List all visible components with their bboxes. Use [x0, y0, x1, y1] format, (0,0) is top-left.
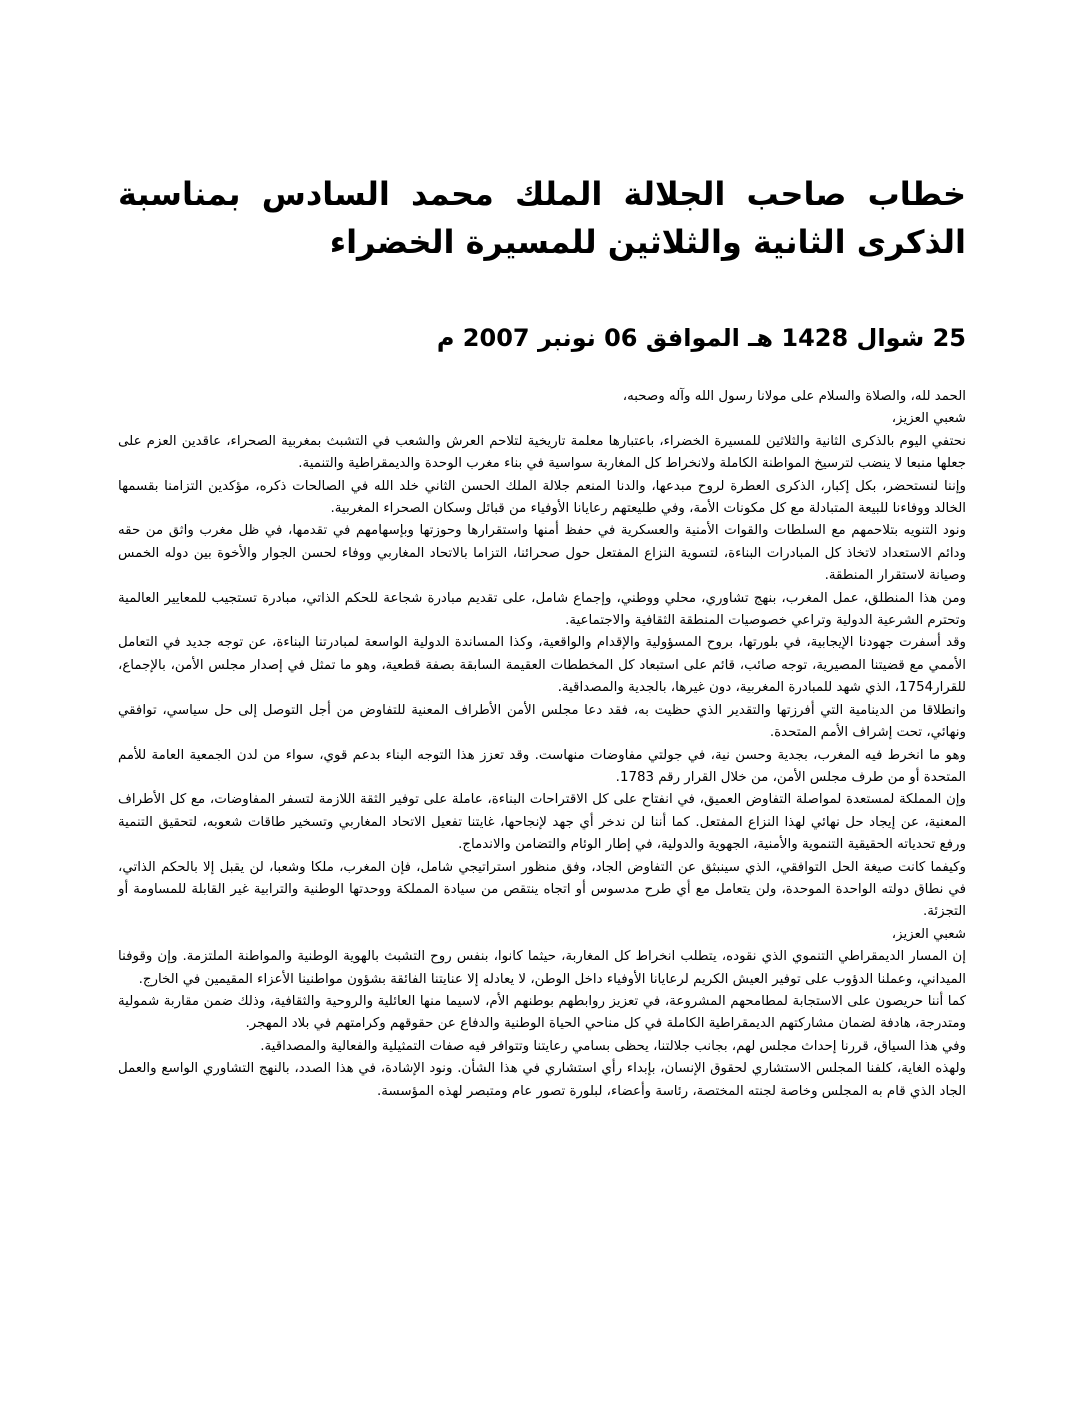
paragraph: وإن المملكة لمستعدة لمواصلة التفاوض العميق، في انفتاح على كل الاقتراحات البناءة، عاملة على توفير الثقة اللازمة لتسفر المفاوضات، مع كل الأطراف المعنية، عن إيجاد حل نهائي لهذا النزاع المفتعل. كما أننا لن ندخر أي جهد لإنجاحها، غايتنا تفعيل الاتحاد المغاربي وتسخير طاقات شعوبه، لتحقيق التنمية ورفع تحدياته الحقيقية التنموية والأمنية، الجهوية والدولية، في إطار الوئام والتضامن والاندماج.: [118, 792, 966, 853]
speech-date: 25 شوال 1428 هـ الموافق 06 نونبر 2007 م: [436, 324, 966, 352]
paragraph-opening-greeting: الحمد لله، والصلاة والسلام على مولانا رسول الله وآله وصحبه،: [622, 389, 966, 404]
paragraph: وهو ما انخرط فيه المغرب، بجدية وحسن نية، في جولتي مفاوضات منهاست. وقد تعزز هذا التوجه البناء بدعم قوي، سواء من لدن الجمعية العامة للأمم المتحدة أو من طرف مجلس الأمن، من خلال القرار رقم 1783.: [118, 747, 966, 785]
paragraph-salutation: شعبي العزيز،: [891, 926, 966, 942]
paragraph: وفي هذا السياق، قررنا إحداث مجلس لهم، بجانب جلالتنا، يحظى بسامي رعايتنا وتتوافر فيه صفات التمثيلية والفعالية والمصداقية.: [260, 1038, 966, 1054]
paragraph: كما أننا حريصون على الاستجابة لمطامحهم المشروعة، في تعزيز روابطهم بوطنهم الأم، لاسيما منها العائلية والروحية والثقافية، وذلك ضمن مقاربة شمولية ومتدرجة، هادفة لضمان مشاركتهم الديمقراطية الكاملة في كل مناحي الحياة الوطنية والدفاع عن حقوقهم وكرامتهم في بلاد المهجر.: [118, 993, 966, 1032]
paragraph: وقد أسفرت جهودنا الإيجابية، في بلورتها، بروح المسؤولية والإقدام والواقعية، وكذا المساندة الدولية الواسعة لمبادرتنا البناءة، عن توجه جديد في التعامل الأممي مع قضيتنا المصيرية، توجه صائب، قائم على استبعاد كل المخططات العقيمة السابقة بصفة قطعية، وهو ما تمثل في إصدار مجلس الأمن، بالإجماع، للقرار1754، الذي شهد للمبادرة المغربية، دون غيرها، بالجدية والمصداقية.: [118, 635, 966, 696]
speech-body: [118, 386, 966, 1103]
paragraph: وإننا لنستحضر، بكل إكبار، الذكرى العطرة لروح مبدعها، والدنا المنعم جلالة الملك الحسن الثاني خلد الله في الصالحات ذكره، مؤكدين التزامنا بقسمها الخالد ووفاءنا للبيعة المتبادلة مع كل مكونات الأمة، وفي طليعتهم رعايانا الأوفياء من قبائل وسكان الصحراء المغربية.: [118, 478, 966, 517]
paragraph: ومن هذا المنطلق، عمل المغرب، بنهج تشاوري، محلي ووطني، وإجماع شامل، على تقديم مبادرة شجاعة للحكم الذاتي، مبادرة تستجيب للمعايير العالمية وتحترم الشرعية الدولية وتراعي خصوصيات المنطقة الثقافية والاجتماعية.: [118, 590, 966, 629]
speech-document: [118, 170, 966, 1103]
paragraph: وكيفما كانت صيغة الحل التوافقي، الذي سينبثق عن التفاوض الجاد، وفق منظور استراتيجي شامل، فإن المغرب، ملكا وشعبا، لن يقبل إلا بالحكم الذاتي، في نطاق دولته الواحدة الموحدة، ولن يتعامل مع أي طرح مدسوس أو اتجاه ينتقص من سيادة المملكة ووحدتها الوطنية والترابية غير القابلة للمساومة أو التجزئة.: [118, 859, 966, 920]
paragraph: نحتفي اليوم بالذكرى الثانية والثلاثين للمسيرة الخضراء، باعتبارها معلمة تاريخية لتلاحم العرش والشعب في التشبث بمغربية الصحراء، عاقدين العزم على جعلها منبعا لا ينضب لترسيخ المواطنة الكاملة ولانخراط كل المغاربة سواسية في بناء مغرب الوحدة والديمقراطية والتنمية.: [118, 433, 966, 472]
paragraph: إن المسار الديمقراطي التنموي الذي نقوده، يتطلب انخراط كل المغاربة، حيثما كانوا، بنفس روح التشبث بالهوية الوطنية والمواطنة الملتزمة. وإن وقوفنا الميداني، وعملنا الدؤوب على توفير العيش الكريم لرعايانا الأوفياء داخل الوطن، لا يعادله إلا عنايتنا الفائقة بشؤون مواطنينا الأعزاء المقيمين في الخارج.: [118, 949, 966, 987]
paragraph: وانطلاقا من الدينامية التي أفرزتها والتقدير الذي حظيت به، فقد دعا مجلس الأمن الأطراف المعنية للتفاوض من أجل التوصل إلى حل سياسي، توافقي ونهائي، تحت إشراف الأمم المتحدة.: [118, 702, 966, 741]
paragraph: ولهذه الغاية، كلفنا المجلس الاستشاري لحقوق الإنسان، بإبداء رأي استشاري في هذا الشأن. ونود الإشادة، في هذا الصدد، بالنهج التشاوري الواسع والعمل الجاد الذي قام به المجلس وخاصة لجنته المختصة، رئاسة وأعضاء، لبلورة تصور عام ومتبصر لهذه المؤسسة.: [118, 1061, 966, 1099]
speech-title: خطاب صاحب الجلالة الملك محمد السادس بمناسبة الذكرى الثانية والثلاثين للمسيرة الخضراء: [118, 175, 966, 261]
paragraph: ونود التنويه بتلاحمهم مع السلطات والقوات الأمنية والعسكرية في حفظ أمنها واستقرارها وحوزتها وبإسهامهم في تقدمها، في ظل مغرب واثق من حقه ودائم الاستعداد لاتخاذ كل المبادرات البناءة، لتسوية النزاع المفتعل حول صحرائنا، التزاما بالاتحاد المغاربي ووفاء لحسن الجوار والأخوة بين دوله الخمس وصيانة لاستقرار المنطقة.: [118, 523, 966, 584]
paragraph-salutation: شعبي العزيز،: [891, 411, 966, 427]
